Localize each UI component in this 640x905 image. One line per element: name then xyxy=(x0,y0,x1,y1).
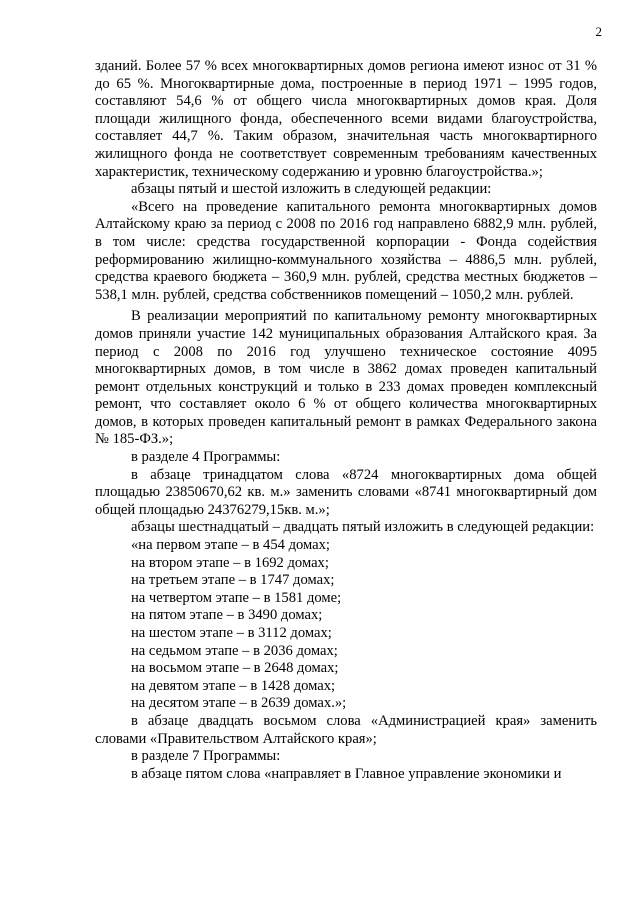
paragraph: в абзаце пятом слова «направляет в Главное управление экономики и xyxy=(131,765,562,782)
paragraph: «Всего на проведение капитального ремонта многоквартирных домов Алтайскому краю за период с 2008 по 2016 год направлено 6882,9 млн. рублей, в том числе: средства государственной корпорации - Фонда содействия реформированию жилищно-коммунального хозяйства – 4886,5 млн. рублей, средства краевого бюджета – 360,9 млн. рублей, средства местных бюджетов – 538,1 млн. рублей, средства собственников помещений – 1050,2 млн. рублей. xyxy=(95,198,597,303)
list-item: на шестом этапе – в 3112 домах; xyxy=(131,625,332,641)
paragraph: абзацы пятый и шестой изложить в следующей редакции: xyxy=(131,181,492,198)
list-item: на третьем этапе – в 1747 домах; xyxy=(131,572,335,589)
paragraph: абзацы шестнадцатый – двадцать пятый изложить в следующей редакции: xyxy=(131,519,595,536)
page-number: 2 xyxy=(595,24,602,39)
paragraph: в разделе 7 Программы: xyxy=(131,748,281,765)
paragraph: В реализации мероприятий по капитальному ремонту многоквартирных домов приняли участие 142 муниципальных образования Алтайского края. За период с 2008 по 2016 год улучшено техническое состояние 4095 многоквартирных домов, в том числе в 3862 домах проведен капитальный ремонт отдельных конструкций и только в 233 домах проведен комплексный ремонт, что составляет около 6 % от общего количества многоквартирных домов, в которых проведен капитальный ремонт в рамках Федерального закона № 185-ФЗ.»; xyxy=(95,308,597,448)
list-item: «на первом этапе – в 454 домах; xyxy=(131,537,330,554)
paragraph: в абзаце двадцать восьмом слова «Администрацией края» заменить словами «Правительством Алтайского края»; xyxy=(95,712,597,747)
list-item: на четвертом этапе – в 1581 доме; xyxy=(131,589,342,606)
list-item: на десятом этапе – в 2639 домах.»; xyxy=(131,695,347,712)
list-item: на пятом этапе – в 3490 домах; xyxy=(131,607,323,624)
paragraph: в разделе 4 Программы: xyxy=(131,449,281,466)
paragraph: в абзаце тринадцатом слова «8724 многоквартирных дома общей площадью 23850670,62 кв. м.» заменить словами «8741 многоквартирный дом общей площадью 24376279,15кв. м.»; xyxy=(95,466,597,518)
list-item: на девятом этапе – в 1428 домах; xyxy=(131,677,336,694)
list-item: на седьмом этапе – в 2036 домах; xyxy=(131,642,338,659)
list-item: на восьмом этапе – в 2648 домах; xyxy=(131,660,339,677)
list-item: на втором этапе – в 1692 домах; xyxy=(131,554,329,571)
document-body xyxy=(95,58,597,783)
paragraph: зданий. Более 57 % всех многоквартирных домов региона имеют износ от 31 % до 65 %. Многоквартирные дома, построенные в период 1971 – 1995 годов, составляют 54,6 % от общего числа многоквартирных домов края. Доля площади жилищного фонда, обеспеченного всеми видами благоустройства, составляет 44,7 %. Таким образом, значительная часть многоквартирного жилищного фонда не соответствует современным требованиям качественных характеристик, техническому содержанию и уровню благоустройства.»; xyxy=(95,58,597,180)
